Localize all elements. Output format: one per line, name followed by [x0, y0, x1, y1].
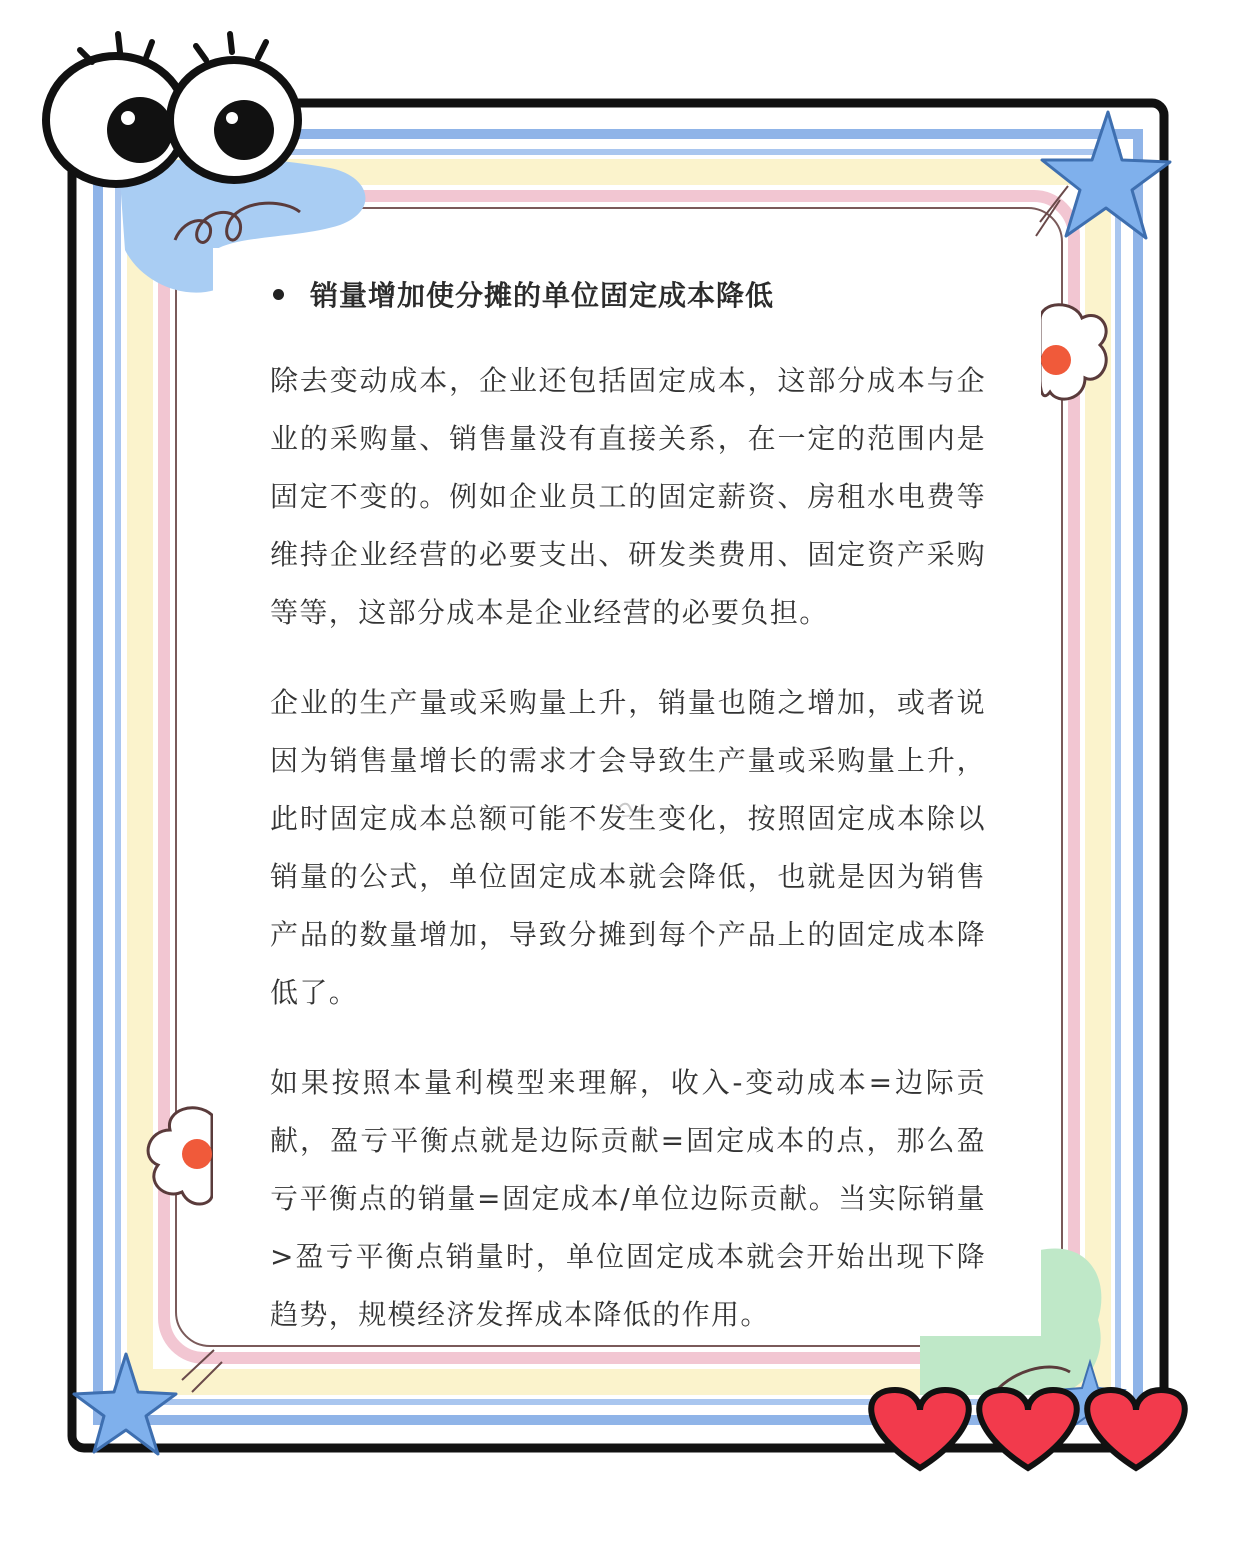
- watermark-icon: [614, 798, 648, 820]
- section-heading: 销量增加使分摊的单位固定成本降低: [310, 279, 775, 312]
- bullet-heading-row: [273, 272, 774, 316]
- bullet-dot: [273, 289, 284, 300]
- heart-icon: [871, 1390, 968, 1468]
- heart-icon: [979, 1390, 1076, 1468]
- article-panel: [213, 248, 1041, 1336]
- heart-icon: [1087, 1390, 1184, 1468]
- paragraph-volume-increase: 企业的生产量或采购量上升，销量也随之增加，或者说因为销售量增长的需求才会导致生产量或采购量上升，此时固定成本总额可能不发生变化，按照固定成本除以销量的公式，单位固定成本就会降低，也就是因为销售产品的数量增加，导致分摊到每个产品上的固定成本降低了。: [270, 686, 986, 1009]
- paragraph-fixed-cost: 除去变动成本，企业还包括固定成本，这部分成本与企业的采购量、销售量没有直接关系，在一定的范围内是固定不变的。例如企业员工的固定薪资、房租水电费等维持企业经营的必要支出、研发类费用、固定资产采购等等，这部分成本是企业经营的必要负担。: [270, 364, 986, 629]
- paragraph-cvp-model: 如果按照本量利模型来理解，收入-变动成本=边际贡献，盈亏平衡点就是边际贡献=固定成本的点，那么盈亏平衡点的销量=固定成本/单位边际贡献。当实际销量>盈亏平衡点销量时，单位固定成本就会开始出现下降趋势，规模经济发挥成本降低的作用。: [270, 1066, 986, 1331]
- cartoon-eyes-icon: [46, 34, 298, 184]
